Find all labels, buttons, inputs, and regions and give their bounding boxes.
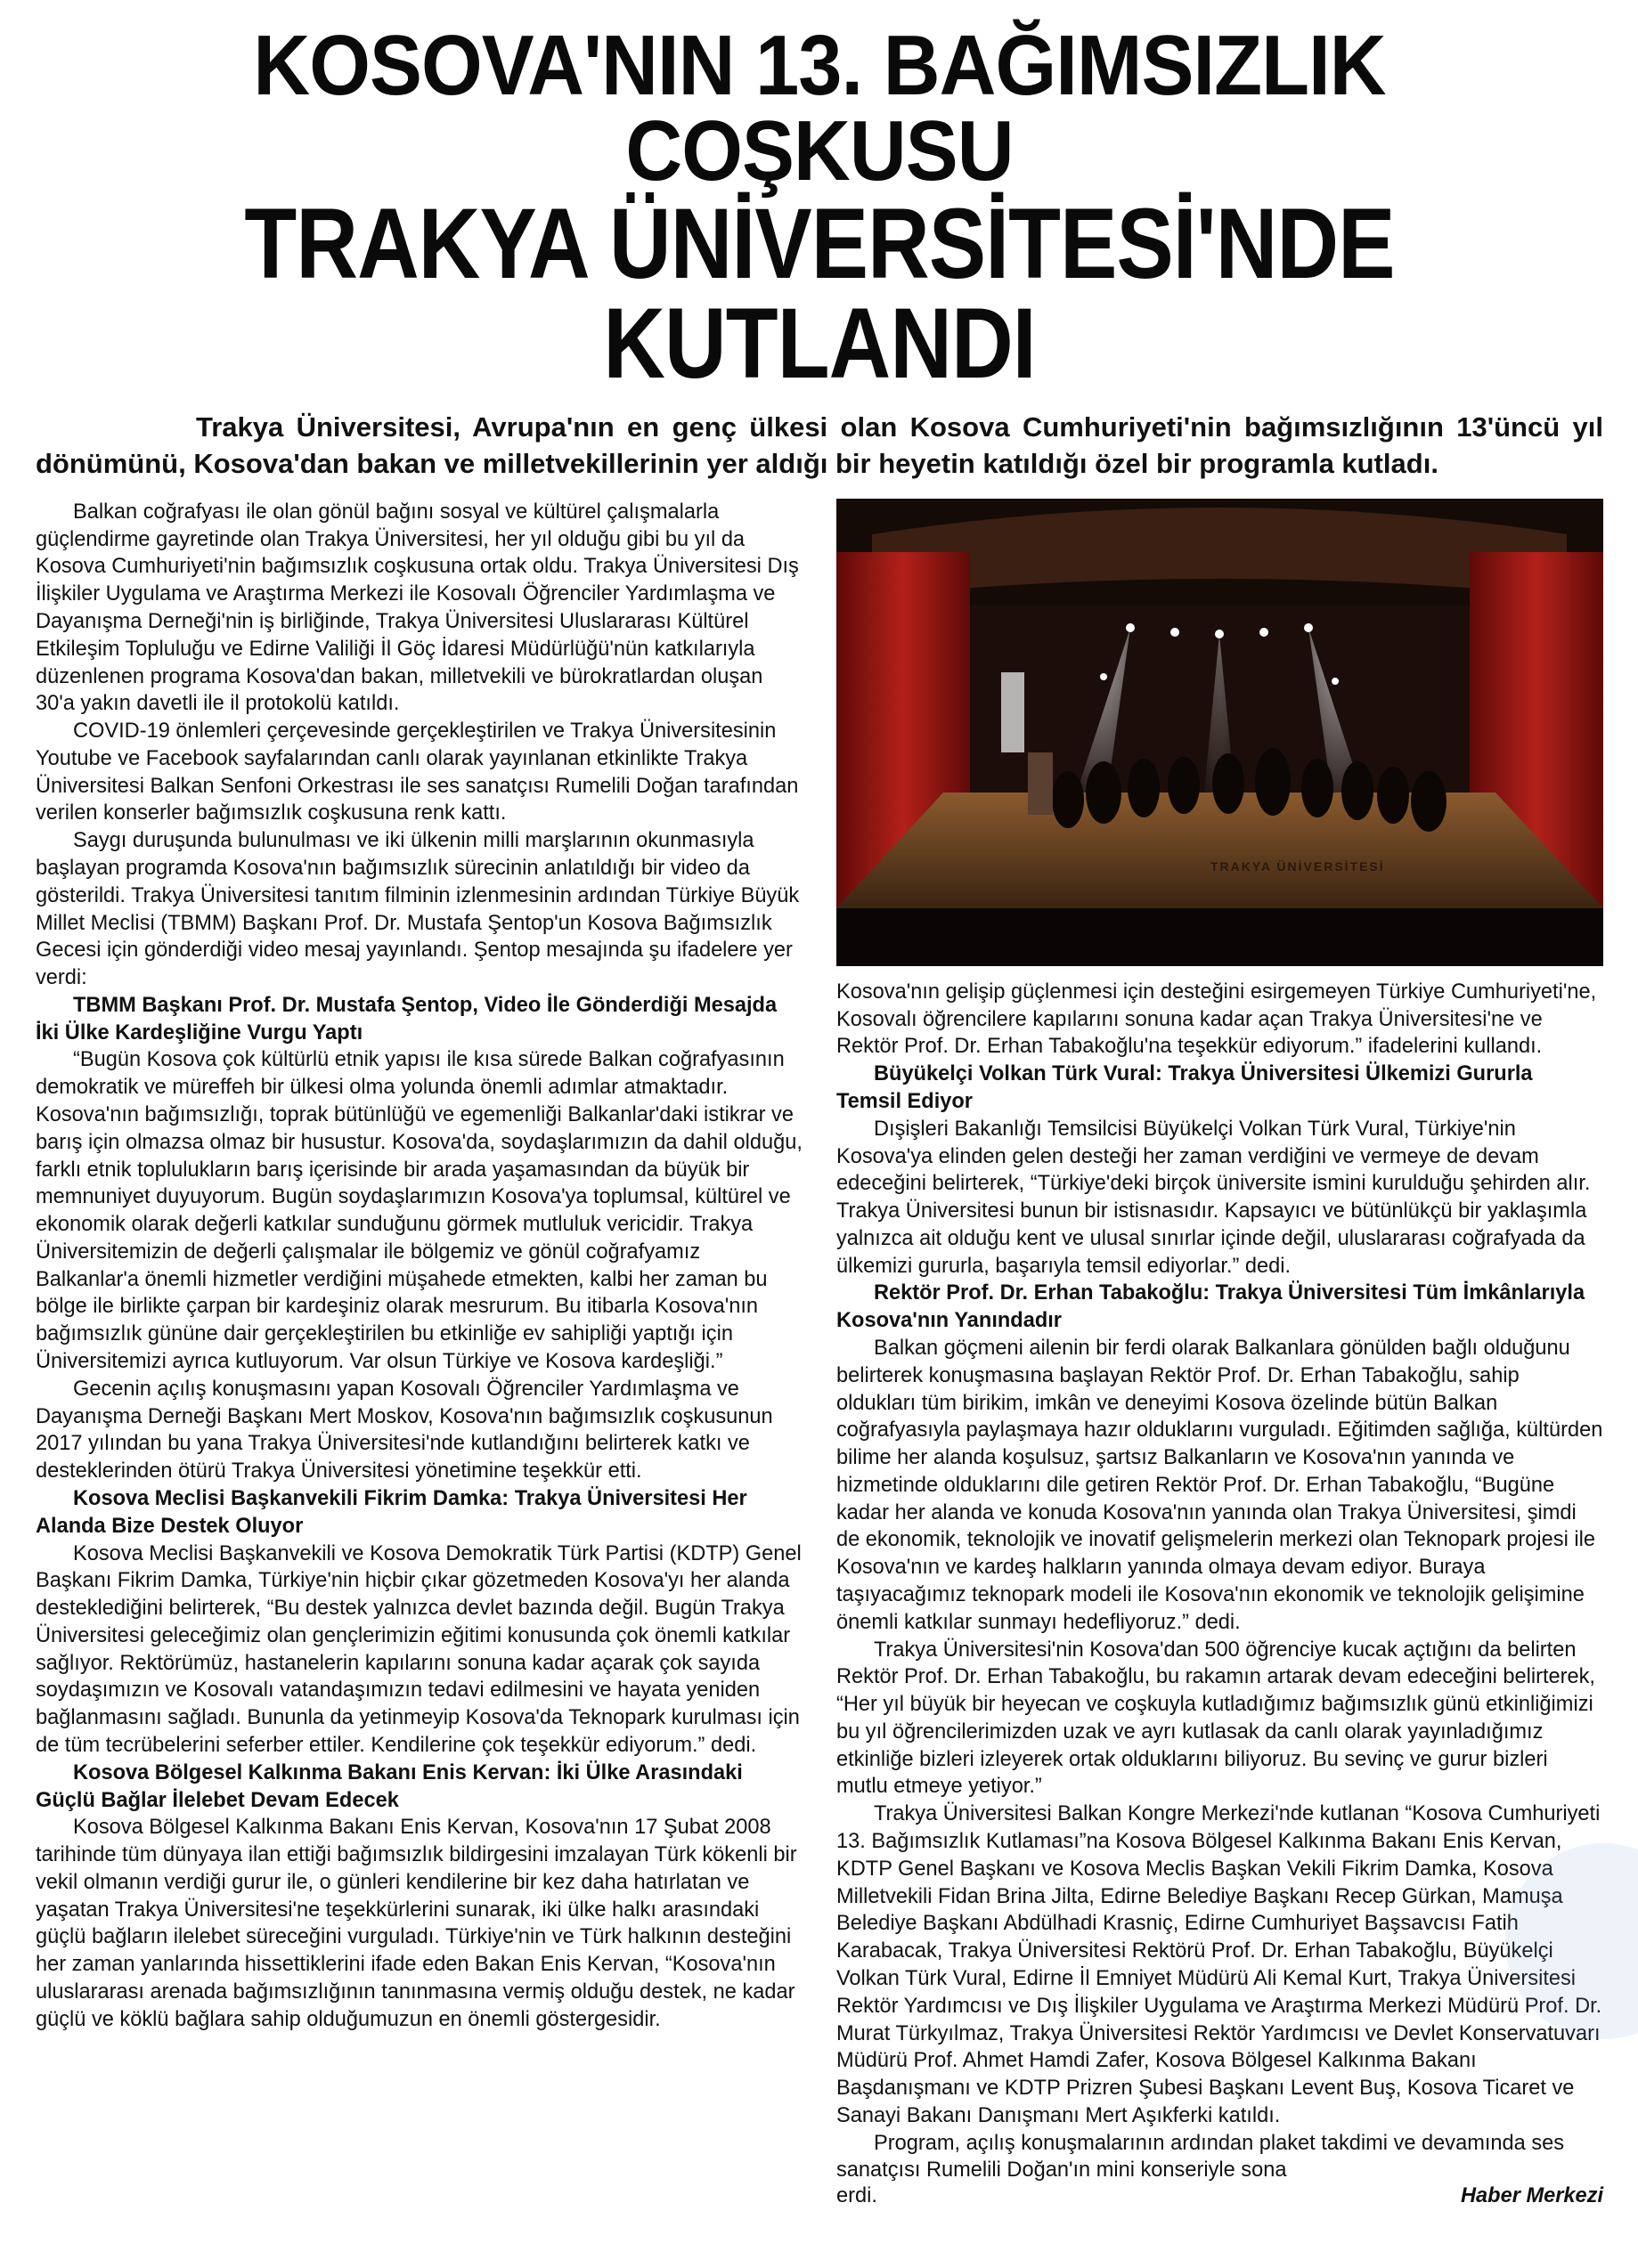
right-column xyxy=(836,499,1603,2208)
paragraph: Kosova'nın gelişip güçlenmesi için desteğini esirgemeyen Türkiye Cumhuriyeti'ne, Kosovalı öğrencilere kapılarını sonuna kadar açan Trakya Üniversitesi'ne ve Rektör Prof. Dr. Erhan Tabakoğlu'na teşekkür ediyorum.” ifadelerini kullandı. xyxy=(836,980,1597,1059)
closing-line xyxy=(836,2184,1603,2208)
orchestra-stage-image xyxy=(836,499,1603,966)
paragraph: Balkan coğrafyası ile olan gönül bağını sosyal ve kültürel çalışmalarla güçlendirme gayretinde olan Trakya Üniversitesi, her yıl olduğu gibi bu yıl da Kosova Cumhuriyeti'nin bağımsızlık coşkusuna ortak oldu. Trakya Üniversitesi Dış İlişkiler Uygulama ve Araştırma Merkezi ile Kosovalı Öğrenciler Yardımlaşma ve Dayanışma Derneği'nin iş birliğinde, Trakya Üniversitesi Uluslararası Kültürel Etkileşim Topluluğu ve Edirne Valiliği İl Göç İdaresi Müdürlüğü'nün katkılarıyla düzenlenen programa Kosova'dan bakan, milletvekili ve bürokratlardan oluşan 30'a yakın davetli ile il protokolü katıldı. xyxy=(36,500,799,716)
newspaper-page xyxy=(36,18,1603,2253)
article-columns xyxy=(36,499,1603,2208)
paragraph: Program, açılış konuşmalarının ardından plaket takdimi ve devamında ses sanatçısı Rumelili Doğan'ın mini konseriyle sona xyxy=(836,2131,1565,2183)
byline: Haber Merkezi xyxy=(1461,2184,1603,2208)
subheading: Kosova Meclisi Başkanvekili Fikrim Damka: Trakya Üniversitesi Her Alanda Bize Destek Oluyor xyxy=(36,1486,747,1538)
paragraph: Balkan göçmeni ailenin bir ferdi olarak Balkanlara gönülden bağlı olduğunu belirterek konuşmasına başlayan Rektör Prof. Dr. Erhan Tabakoğlu, sahip oldukları tüm birikim, imkân ve deneyimi Kosova özelinde bütün Balkan coğrafyasıyla paylaşmaya hazır olduklarını vurguladı. Eğitimden sağlığa, kültürden bilime her alanda koşulsuz, şartsız Balkanların ve Kosova'nın yanında ve hizmetinde olduklarını dile getiren Rektör Prof. Dr. Erhan Tabakoğlu, “Bugüne kadar her alanda ve konuda Kosova'nın yanında olan Trakya Üniversitesi, şimdi de ekonomik, teknolojik ve inovatif gelişmelerin merkezi olan Teknopark projesi ile Kosova'nın ve kardeş halkların yanında olmaya devam ediyor. Buraya taşıyacağımız teknopark modeli ile Kosova'nın ekonomik ve teknolojik gelişimine önemli katkılar sunmayı hedefliyoruz.” dedi. xyxy=(836,1336,1603,1634)
paragraph: Saygı duruşunda bulunulması ve iki ülkenin milli marşlarının okunmasıyla başlayan programda Kosova'nın bağımsızlık sürecinin anlatıldığı bir video da gösterildi. Trakya Üniversitesi tanıtım filminin izlenmesinin ardından Türkiye Büyük Millet Meclisi (TBMM) Başkanı Prof. Dr. Mustafa Şentop'un Kosova Bağımsızlık Gecesi için gönderdiği video mesaj yayınlandı. Şentop mesajında şu ifadelere yer verdi: xyxy=(36,829,800,990)
subheading: Rektör Prof. Dr. Erhan Tabakoğlu: Trakya Üniversitesi Tüm İmkânlarıyla Kosova'nın Yanındadır xyxy=(836,1281,1585,1333)
paragraph: Dışişleri Bakanlığı Temsilcisi Büyükelçi Volkan Türk Vural, Türkiye'nin Kosova'ya elinden gelen desteği her zaman verdiğini ve vermeye de devam edeceğini belirterek, “Türkiye'deki birçok üniversite ismini kurulduğu şehirden alır. Trakya Üniversitesi bunun bir istisnasıdır. Kapsayıcı ve bütünlükçü bir yaklaşımla yalnızca ait olduğu kent ve ulusal sınırlar içinde değil, uluslararası coğrafyada da ülkemizi gururla, başarıyla temsil ediyorlar.” dedi. xyxy=(836,1117,1591,1278)
paragraph: Kosova Meclisi Başkanvekili ve Kosova Demokratik Türk Partisi (KDTP) Genel Başkanı Fikrim Damka, Türkiye'nin hiçbir çıkar gözetmeden Kosova'yı her alanda desteklediğini belirterek, “Bu destek yalnızca devlet bazında değil. Bugün Trakya Üniversitesi geleceğimiz olan gençlerimizin eğitimi konusunda çok önemli katkılar sağlıyor. Rektörümüz, hastanelerin kapılarını sonuna kadar açarak çok sayıda soydaşımızın ve Kosovalı vatandaşımızın tedavi edilmesini ve hayata yeniden bağlanmasını sağladı. Bununla da yetinmeyip Kosova'da Teknopark kurulması için de tüm tecrübelerini seferber ettiler. Kendilerine çok teşekkür ediyorum.” dedi. xyxy=(36,1541,802,1757)
headline-line-1: KOSOVA'NIN 13. BAĞIMSIZLIK COŞKUSU xyxy=(253,18,1386,199)
left-column xyxy=(36,499,803,2208)
paragraph: COVID-19 önlemleri çerçevesinde gerçekleştirilen ve Trakya Üniversitesinin Youtube ve Facebook sayfalarından canlı olarak yayınlanan etkinlikte Trakya Üniversitesi Balkan Senfoni Orkestrası ile ses sanatçısı Rumelili Doğan tarafından verilen konserler bağımsızlık coşkusuna renk kattı. xyxy=(36,719,799,825)
paragraph: Kosova Bölgesel Kalkınma Bakanı Enis Kervan, Kosova'nın 17 Şubat 2008 tarihinde tüm dünyaya ilan ettiği bağımsızlık bildirgesini imzalayan Türk kökenli bir vekil olmanın verdiği gurur ile, o günleri kendilerine bir kez daha hatırlatan ve yaşatan Trakya Üniversitesi'ne teşekkürlerini sunarak, iki ülke halkı arasındaki güçlü bağların ilelebet süreceğini vurguladı. Türkiye'nin ve Türk halkının desteğini her zaman yanlarında hissettiklerini ifade eden Bakan Enis Kervan, “Kosova'nın uluslararası arenada bağımsızlığının tanınmasına vermiş olduğu destek, ne kadar güçlü ve köklü bağlara sahip olduğumuzun en önemli göstergesidir. xyxy=(36,1816,797,2031)
subheading: Kosova Bölgesel Kalkınma Bakanı Enis Kervan: İki Ülke Arasındaki Güçlü Bağlar İlelebet Devam Edecek xyxy=(36,1760,743,1812)
paragraph: “Bugün Kosova çok kültürlü etnik yapısı ile kısa sürede Balkan coğrafyasının demokratik ve müreffeh bir ülkesi olma yolunda önemli adımlar atmaktadır. Kosova'nın bağımsızlığı, toprak bütünlüğü ve egemenliği Balkanlar'daki istikrar ve barış için olmazsa olmaz bir husustur. Kosova'da, soydaşlarımızın da dahil olduğu, farklı etnik toplulukların barış içerisinde bir arada yaşamasından da büyük bir memnuniyet duyuyorum. Bugün soydaşlarımızın Kosova'ya toplumsal, kültürel ve ekonomik olarak değerli katkılar sunduğunu görmek mutluluk vericidir. Trakya Üniversitemizin de değerli çalışmalar ile bölgemiz ve gönül coğrafyamız Balkanlar'a önemli hizmetler verdiğini müşahede etmekten, kalbi her zaman bu bölge ile birlikte çarpan bir kardeşiniz olarak mesrurum. Bu itibarla Kosova'nın bağımsızlık gününe dair gerçekleştirilen bu etkinliğe ev sahipliği yaptığı için Üniversitemizi ayrıca kutluyorum. Var olsun Türkiye ve Kosova kardeşliği.” xyxy=(36,1048,803,1374)
concert-photo xyxy=(836,499,1603,966)
headline-line-2: TRAKYA ÜNİVERSİTESİ'NDE KUTLANDI xyxy=(244,188,1395,399)
lead-paragraph: Trakya Üniversitesi, Avrupa'nın en genç ülkesi olan Kosova Cumhuriyeti'nin bağımsızlığının 13'üncü yıl dönümünü, Kosova'dan bakan ve milletvekillerinin yer aldığı bir heyetin katıldığı özel bir programla kutladı. xyxy=(36,411,1603,479)
subheading: Büyükelçi Volkan Türk Vural: Trakya Üniversitesi Ülkemizi Gururla Temsil Ediyor xyxy=(836,1062,1533,1113)
stage-label: TRAKYA ÜNİVERSİTESİ xyxy=(1210,858,1385,874)
watermark-emblem xyxy=(1496,1808,1638,2075)
paragraph: Trakya Üniversitesi Balkan Kongre Merkezi'nde kutlanan “Kosova Cumhuriyeti 13. Bağımsızlık Kutlaması”na Kosova Bölgesel Kalkınma Bakanı Enis Kervan, KDTP Genel Başkanı ve Kosova Meclis Başkan Vekili Fikrim Damka, Kosova Milletvekili Fidan Brina Jilta, Edirne Belediye Başkanı Recep Gürkan, Mamuşa Belediye Başkanı Abdülhadi Krasniç, Edirne Cumhuriyet Başsavcısı Fatih Karabacak, Trakya Üniversitesi Rektörü Prof. Dr. Erhan Tabakoğlu, Büyükelçi Volkan Türk Vural, Edirne İl Emniyet Müdürü Ali Kemal Kurt, Trakya Üniversitesi Rektör Yardımcısı ve Dış İlişkiler Uygulama ve Araştırma Merkezi Müdürü Prof. Dr. Murat Türkyılmaz, Trakya Üniversitesi Rektör Yardımcısı ve Devlet Konservatuvarı Müdürü Prof. Ahmet Hamdi Zafer, Kosova Bölgesel Kalkınma Bakanı Başdanışmanı ve KDTP Prizren Şubesi Başkanı Levent Buş, Kosova Ticaret ve Sanayi Bakanı Danışmanı Mert Aşıkferki katıldı. xyxy=(836,1802,1602,2127)
paragraph: Gecenin açılış konuşmasını yapan Kosovalı Öğrenciler Yardımlaşma ve Dayanışma Derneği Başkanı Mert Moskov, Kosova'nın bağımsızlık coşkusunun 2017 yılından bu yana Trakya Üniversitesi'nde kutlandığını belirterek katkı ve desteklerinden ötürü Trakya Üniversitesi yönetimine teşekkür etti. xyxy=(36,1377,773,1484)
final-word: erdi. xyxy=(836,2184,877,2208)
paragraph: Trakya Üniversitesi'nin Kosova'dan 500 öğrenciye kucak açtığını da belirten Rektör Prof. Dr. Erhan Tabakoğlu, bu rakamın artarak devam edeceğini belirterek, “Her yıl büyük bir heyecan ve coşkuyla kutladığımız bağımsızlık günü etkinliğimizi bu yıl öğrencilerimizden uzak ve ayrı kutlasak da canlı olarak yayınladığımız etkinliğe bizleri izleyerek ortak olduklarını biliyoruz. Bu sevinç ve gurur bizleri mutlu etmeye yetiyor.” xyxy=(836,1638,1595,1799)
subheading: TBMM Başkanı Prof. Dr. Mustafa Şentop, Video İle Gönderdiği Mesajda İki Ülke Kardeşliğine Vurgu Yaptı xyxy=(36,993,778,1045)
